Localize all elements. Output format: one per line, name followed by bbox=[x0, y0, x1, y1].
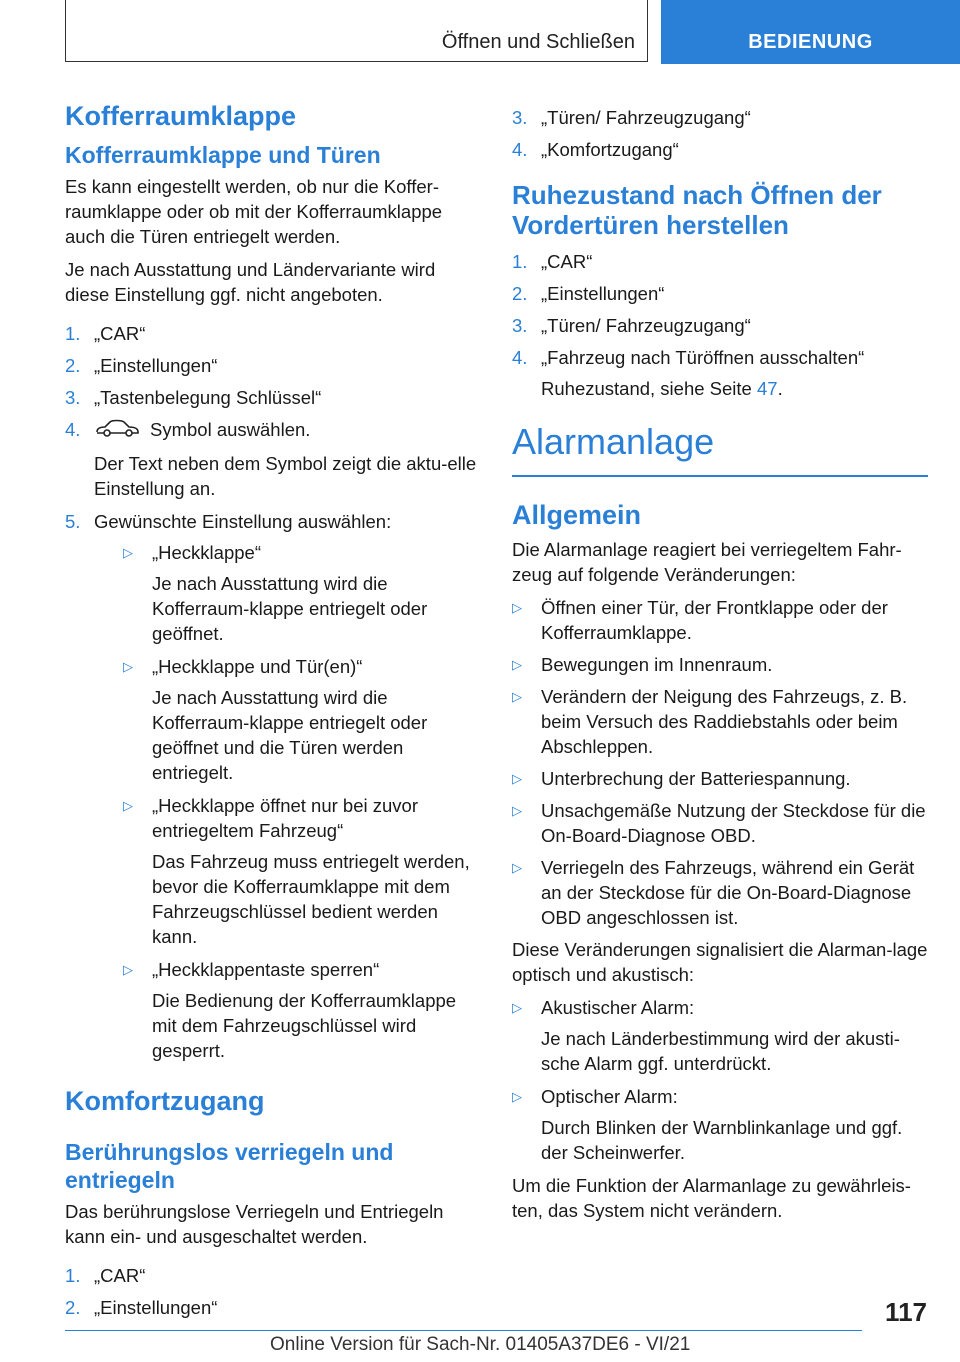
list-text: Gewünschte Einstellung auswählen: bbox=[94, 511, 392, 533]
alarm-desc: Durch Blinken der Warnblinkanlage und ggf. der Scheinwerfer. bbox=[541, 1117, 903, 1164]
triangle-right-icon: ▷ bbox=[512, 689, 522, 705]
footer-text: Online Version für Sach-Nr. 01405A37DE6 - VI/21 bbox=[270, 1334, 691, 1355]
list-number: 2. bbox=[65, 354, 81, 376]
bullet-item bbox=[512, 855, 928, 930]
triangle-right-icon: ▷ bbox=[512, 600, 522, 616]
triangle-right-icon: ▷ bbox=[123, 545, 133, 561]
list-text: „Komfortzugang“ bbox=[541, 139, 679, 160]
triangle-right-icon: ▷ bbox=[512, 860, 522, 876]
subheading-kofferraumklappe-tueren: Kofferraumklappe und Türen bbox=[65, 142, 381, 169]
triangle-right-icon: ▷ bbox=[512, 657, 522, 673]
list-item bbox=[65, 353, 478, 378]
page-link[interactable]: 47 bbox=[756, 377, 778, 399]
option-item bbox=[123, 654, 478, 785]
list-text: Symbol auswählen. bbox=[150, 418, 311, 440]
list-text: „Fahrzeug nach Türöffnen ausschalten“ bbox=[541, 346, 865, 368]
triangle-right-icon: ▷ bbox=[512, 771, 522, 787]
bullet-text: Unsachgemäße Nutzung der Steckdose für die On-Board-Diagnose OBD. bbox=[541, 800, 926, 847]
option-title: „Heckklappe“ bbox=[152, 542, 261, 564]
car-outline-icon bbox=[94, 417, 140, 445]
chapter-tab[interactable] bbox=[661, 0, 960, 64]
bullet-item bbox=[512, 684, 928, 759]
footer-rule bbox=[65, 1330, 862, 1331]
option-desc: Je nach Ausstattung wird die Kofferraum-klappe entriegelt oder geöffnet und die Türen werden entriegelt. bbox=[152, 687, 428, 784]
list-item bbox=[512, 105, 928, 130]
list-item bbox=[65, 509, 478, 1063]
paragraph: Um die Funktion der Alarmanlage zu gewährleis-ten, das System nicht verändern. bbox=[512, 1175, 911, 1222]
list-text: „Einstellungen“ bbox=[94, 354, 218, 376]
list-item bbox=[65, 417, 478, 501]
list-number: 1. bbox=[65, 1264, 81, 1286]
heading-kofferraumklappe: Kofferraumklappe bbox=[65, 101, 297, 131]
heading-allgemein: Allgemein bbox=[512, 499, 642, 530]
list-text: „CAR“ bbox=[541, 250, 593, 272]
list-item bbox=[65, 1263, 478, 1288]
list-number: 1. bbox=[512, 250, 528, 272]
subtext-post: . bbox=[777, 377, 783, 399]
list-number: 4. bbox=[512, 139, 528, 160]
list-item bbox=[512, 249, 928, 274]
subtext-pre: Ruhezustand, siehe Seite bbox=[541, 377, 757, 399]
paragraph: Je nach Ausstattung und Ländervariante wird diese Einstellung ggf. nicht angeboten. bbox=[65, 258, 436, 305]
list-text: „Einstellungen“ bbox=[94, 1296, 218, 1318]
list-number: 3. bbox=[65, 386, 81, 408]
option-item bbox=[123, 957, 478, 1063]
bullet-text: Bewegungen im Innenraum. bbox=[541, 654, 773, 676]
paragraph: Die Alarmanlage reagiert bei verriegeltem Fahr-zeug auf folgende Veränderungen: bbox=[512, 539, 902, 586]
bullet-text: Unterbrechung der Batteriespannung. bbox=[541, 768, 851, 790]
bullet-text: Verändern der Neigung des Fahrzeugs, z. B. beim Versuch des Raddiebstahls oder beim Abschleppen. bbox=[541, 686, 908, 758]
list-text: „Türen/ Fahrzeugzugang“ bbox=[541, 314, 751, 336]
bullet-item bbox=[512, 766, 928, 791]
alarm-item bbox=[512, 995, 928, 1076]
bullet-item bbox=[512, 652, 928, 677]
left-column bbox=[65, 100, 478, 1327]
list-item bbox=[65, 321, 478, 346]
list-item bbox=[512, 345, 928, 401]
option-desc: Je nach Ausstattung wird die Kofferraum-klappe entriegelt oder geöffnet. bbox=[152, 573, 428, 645]
option-title: „Heckklappe und Tür(en)“ bbox=[152, 656, 363, 678]
bullet-item bbox=[512, 798, 928, 848]
list-text: „Türen/ Fahrzeugzugang“ bbox=[541, 107, 751, 128]
list-number: 3. bbox=[512, 314, 528, 336]
list-number: 4. bbox=[65, 418, 81, 440]
list-item bbox=[512, 313, 928, 338]
paragraph: Diese Veränderungen signalisiert die Alarman-lage optisch und akustisch: bbox=[512, 939, 928, 986]
list-item bbox=[512, 281, 928, 306]
page-number: 117 bbox=[885, 1297, 927, 1327]
alarm-item bbox=[512, 1084, 928, 1165]
option-desc: Die Bedienung der Kofferraumklappe mit dem Fahrzeugschlüssel wird gesperrt. bbox=[152, 990, 457, 1062]
triangle-right-icon: ▷ bbox=[123, 962, 133, 978]
subheading-beruehrungslos: Berührungslos verriegeln und entriegeln bbox=[65, 1139, 394, 1194]
bullet-text: Öffnen einer Tür, der Frontklappe oder der Kofferraumklappe. bbox=[541, 597, 888, 644]
option-desc: Das Fahrzeug muss entriegelt werden, bevor die Kofferraumklappe mit dem Fahrzeugschlüssel bedient werden kann. bbox=[152, 851, 470, 948]
list-number: 3. bbox=[512, 107, 528, 128]
triangle-right-icon: ▷ bbox=[123, 798, 133, 814]
list-number: 1. bbox=[65, 322, 81, 344]
heading-komfortzugang: Komfortzugang bbox=[65, 1086, 265, 1117]
alarm-title: Optischer Alarm: bbox=[541, 1086, 678, 1108]
triangle-right-icon: ▷ bbox=[512, 803, 522, 819]
paragraph: Es kann eingestellt werden, ob nur die Koffer-raumklappe oder ob mit der Kofferraumklappe auch die Türen entriegelt werden. bbox=[65, 175, 443, 247]
heading-ruhezustand: Ruhezustand nach Öffnen der Vordertüren herstellen bbox=[512, 180, 882, 241]
option-title: „Heckklappentaste sperren“ bbox=[152, 959, 380, 981]
option-list bbox=[94, 540, 478, 1063]
chapter-heading-alarmanlage: Alarmanlage bbox=[512, 421, 928, 477]
list-number: 4. bbox=[512, 346, 528, 368]
right-column bbox=[512, 105, 928, 1231]
list-item bbox=[65, 1295, 478, 1320]
triangle-right-icon: ▷ bbox=[512, 1000, 522, 1016]
list-text: „Einstellungen“ bbox=[541, 282, 665, 304]
triangle-right-icon: ▷ bbox=[512, 1089, 522, 1105]
list-item bbox=[512, 137, 928, 162]
list-text: „CAR“ bbox=[94, 1264, 146, 1286]
option-title: „Heckklappe öffnet nur bei zuvor entriegeltem Fahrzeug“ bbox=[152, 795, 419, 842]
section-title: Öffnen und Schließen bbox=[441, 31, 635, 53]
option-item bbox=[123, 793, 478, 949]
list-number: 5. bbox=[65, 511, 81, 533]
list-number: 2. bbox=[512, 282, 528, 304]
alarm-desc: Je nach Länderbestimmung wird der akusti-sche Alarm ggf. unterdrückt. bbox=[541, 1028, 900, 1075]
paragraph: Das berührungslose Verriegeln und Entriegeln kann ein- und ausgeschaltet werden. bbox=[65, 1200, 444, 1247]
list-subtext: Der Text neben dem Symbol zeigt die aktu-elle Einstellung an. bbox=[94, 453, 477, 500]
bullet-text: Verriegeln des Fahrzeugs, während ein Gerät an der Steckdose für die On-Board-Diagnose OBD angeschlossen ist. bbox=[541, 857, 915, 929]
option-item bbox=[123, 540, 478, 646]
chapter-tab-label: BEDIENUNG bbox=[748, 31, 873, 53]
list-subtext bbox=[541, 376, 928, 401]
list-text: „Tastenbelegung Schlüssel“ bbox=[94, 386, 322, 408]
alarm-title: Akustischer Alarm: bbox=[541, 997, 695, 1019]
triangle-right-icon: ▷ bbox=[123, 659, 133, 675]
list-item bbox=[65, 385, 478, 410]
bullet-item bbox=[512, 595, 928, 645]
list-number: 2. bbox=[65, 1296, 81, 1318]
list-text: „CAR“ bbox=[94, 322, 146, 344]
